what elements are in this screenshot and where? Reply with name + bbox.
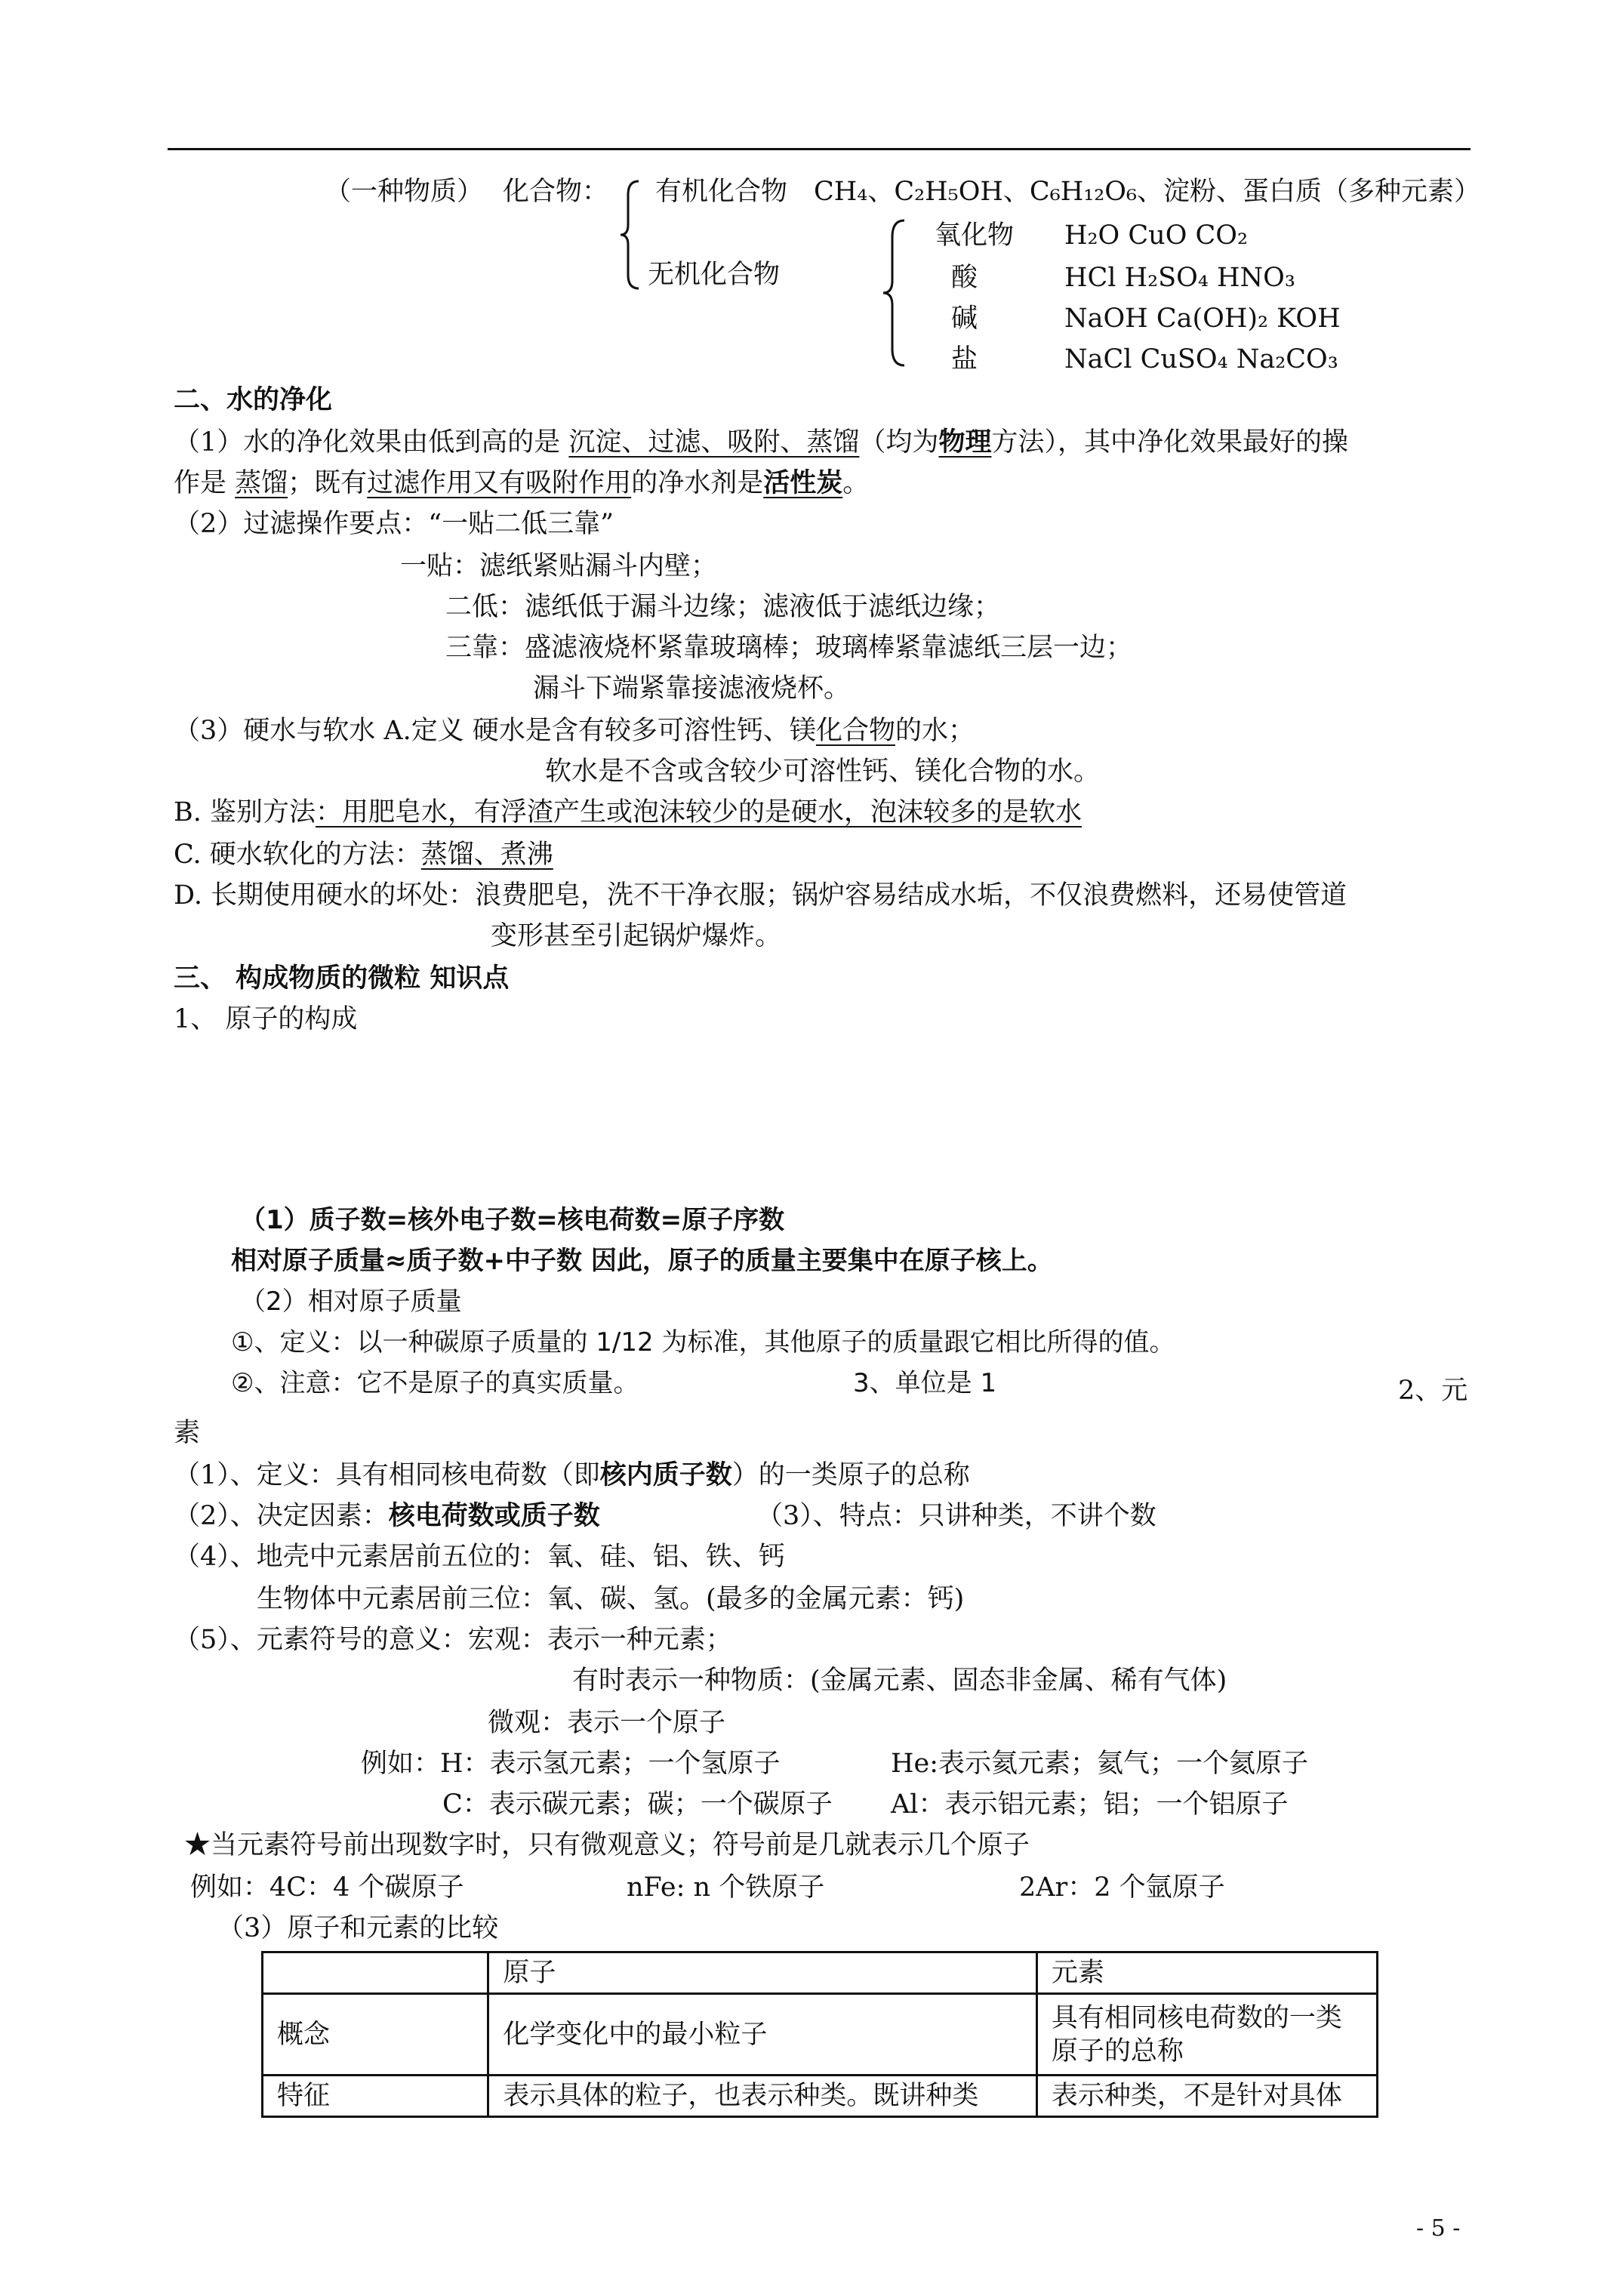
compound-label: 化合物： bbox=[503, 177, 609, 207]
example-he: He:表示氦元素；氦气；一个氦原子 bbox=[891, 1749, 1309, 1779]
table-row bbox=[263, 1994, 1378, 2076]
example-c: C：表示碳元素；碳；一个碳原子 bbox=[442, 1789, 833, 1820]
example-4c: 例如：4C：4 个碳原子 bbox=[190, 1872, 464, 1903]
example-al: Al：表示铝元素；铝；一个铝原子 bbox=[891, 1789, 1289, 1820]
table-cell: 表示具体的粒子，也表示种类。既讲种类 bbox=[488, 2076, 1036, 2117]
table-cell: 具有相同核电荷数的一类原子的总称 bbox=[1036, 1994, 1377, 2076]
table-row bbox=[263, 2076, 1378, 2117]
filter-kao: 三靠：盛滤液烧杯紧靠玻璃棒；玻璃棒紧靠滤纸三层一边； bbox=[445, 633, 1133, 663]
salt-name: 盐 bbox=[951, 344, 978, 374]
water-heading: 二、水的净化 bbox=[174, 384, 333, 415]
relative-mass-approx: 相对原子质量≈质子数+中子数 因此，原子的质量主要集中在原子核上。 bbox=[231, 1246, 1053, 1276]
filter-title: （2）过滤操作要点：“一贴二低三靠” bbox=[174, 509, 614, 539]
element-def: （1）、定义：具有相同核电荷数（即核内质子数）的一类原子的总称 bbox=[174, 1459, 970, 1490]
hard-water-harm: D. 长期使用硬水的坏处：浪费肥皂，洗不干净衣服；锅炉容易结成水垢，不仅浪费燃料，还易使管道 bbox=[174, 880, 1347, 911]
table-cell: 特征 bbox=[263, 2076, 488, 2117]
symbol-meaning-substance: 有时表示一种物质：(金属元素、固态非金属、稀有气体) bbox=[572, 1666, 1227, 1696]
soften-method: C. 硬水软化的方法：蒸馏、煮沸 bbox=[174, 840, 553, 870]
hard-water-def: （3）硬水与软水 A.定义 硬水是含有较多可溶性钙、镁化合物的水； bbox=[174, 716, 975, 746]
symbol-meaning-macro: （5）、元素符号的意义：宏观：表示一种元素； bbox=[174, 1625, 732, 1655]
table-header-cell: 原子 bbox=[488, 1952, 1036, 1994]
acid-examples: HCl H₂SO₄ HNO₃ bbox=[1064, 263, 1295, 293]
base-name: 碱 bbox=[951, 304, 978, 334]
star-note: ★当元素符号前出现数字时，只有微观意义；符号前是几就表示几个原子 bbox=[184, 1830, 1030, 1860]
relative-mass-unit: 3、单位是 1 bbox=[853, 1368, 997, 1398]
classification-label: （一种物质） bbox=[325, 177, 484, 207]
compound-brace bbox=[619, 178, 642, 291]
filter-kao2: 漏斗下端紧靠接滤液烧杯。 bbox=[533, 673, 851, 704]
organic-examples: CH₄、C₂H₅OH、C₆H₁₂O₆、淀粉、蛋白质（多种元素） bbox=[814, 177, 1481, 207]
example-2ar: 2Ar：2 个氩原子 bbox=[1019, 1872, 1225, 1903]
table-header-cell bbox=[263, 1952, 488, 1994]
comparison-title: （3）原子和元素的比较 bbox=[217, 1913, 499, 1943]
hard-water-harm-2: 变形甚至引起锅炉爆炸。 bbox=[491, 921, 782, 951]
inorganic-brace bbox=[882, 217, 907, 368]
comparison-table bbox=[261, 1951, 1378, 2118]
example-nfe: nFe: n 个铁原子 bbox=[627, 1872, 825, 1903]
identify-method: B. 鉴别方法：用肥皂水，有浮渣产生或泡沫较少的是硬水，泡沫较多的是软水 bbox=[174, 797, 1082, 827]
table-cell: 概念 bbox=[263, 1994, 488, 2076]
element-title-part2: 素 bbox=[174, 1418, 201, 1448]
water-p1-line1: （1）水的净化效果由低到高的是 沉淀、过滤、吸附、蒸馏（均为物理方法），其中净化效果最好的操 bbox=[174, 427, 1348, 458]
element-feature: （3）、特点：只讲种类，不讲个数 bbox=[756, 1501, 1156, 1531]
relative-mass-note: ②、注意：它不是原子的真实质量。 bbox=[231, 1368, 639, 1398]
filter-di: 二低：滤纸低于漏斗边缘；滤液低于滤纸边缘； bbox=[445, 592, 1001, 622]
filter-tie: 一贴：滤纸紧贴漏斗内壁； bbox=[400, 551, 718, 581]
top-rule bbox=[168, 148, 1471, 150]
table-cell: 表示种类，不是针对具体 bbox=[1036, 2076, 1377, 2117]
soft-water-def: 软水是不含或含较少可溶性钙、镁化合物的水。 bbox=[545, 757, 1101, 787]
table-row bbox=[263, 1952, 1378, 1994]
element-title-part1: 2、元 bbox=[1398, 1376, 1468, 1406]
base-examples: NaOH Ca(OH)₂ KOH bbox=[1064, 304, 1341, 334]
salt-examples: NaCl CuSO₄ Na₂CO₃ bbox=[1064, 344, 1338, 374]
table-header-cell: 元素 bbox=[1036, 1952, 1377, 1994]
page-number: - 5 - bbox=[1416, 2215, 1461, 2242]
bio-elements: 生物体中元素居前三位：氧、碳、氢。(最多的金属元素：钙) bbox=[257, 1584, 965, 1614]
symbol-meaning-micro: 微观：表示一个原子 bbox=[488, 1708, 726, 1738]
relative-mass-def: ①、定义：以一种碳原子质量的 1/12 为标准，其他原子的质量跟它相比所得的值。 bbox=[231, 1327, 1175, 1358]
element-factor: （2）、决定因素：核电荷数或质子数 bbox=[174, 1500, 600, 1531]
water-p1-line2: 作是 蒸馏；既有过滤作用又有吸附作用的净水剂是活性炭。 bbox=[174, 467, 870, 498]
atom-structure-title: 1、 原子的构成 bbox=[174, 1004, 358, 1034]
table-cell: 化学变化中的最小粒子 bbox=[488, 1994, 1036, 2076]
proton-equation: （1）质子数=核外电子数=核电荷数=原子序数 bbox=[240, 1205, 785, 1235]
inorganic-name: 无机化合物 bbox=[648, 260, 781, 290]
organic-name: 有机化合物 bbox=[655, 177, 788, 207]
example-h: 例如：H：表示氢元素；一个氢原子 bbox=[361, 1749, 781, 1779]
particles-heading: 三、 构成物质的微粒 知识点 bbox=[174, 963, 510, 994]
crust-elements: （4）、地壳中元素居前五位的：氧、硅、铝、铁、钙 bbox=[174, 1542, 785, 1572]
relative-mass-title: （2）相对原子质量 bbox=[240, 1287, 462, 1317]
oxide-examples: H₂O CuO CO₂ bbox=[1064, 220, 1249, 251]
acid-name: 酸 bbox=[951, 263, 978, 293]
oxide-name: 氧化物 bbox=[935, 220, 1015, 251]
